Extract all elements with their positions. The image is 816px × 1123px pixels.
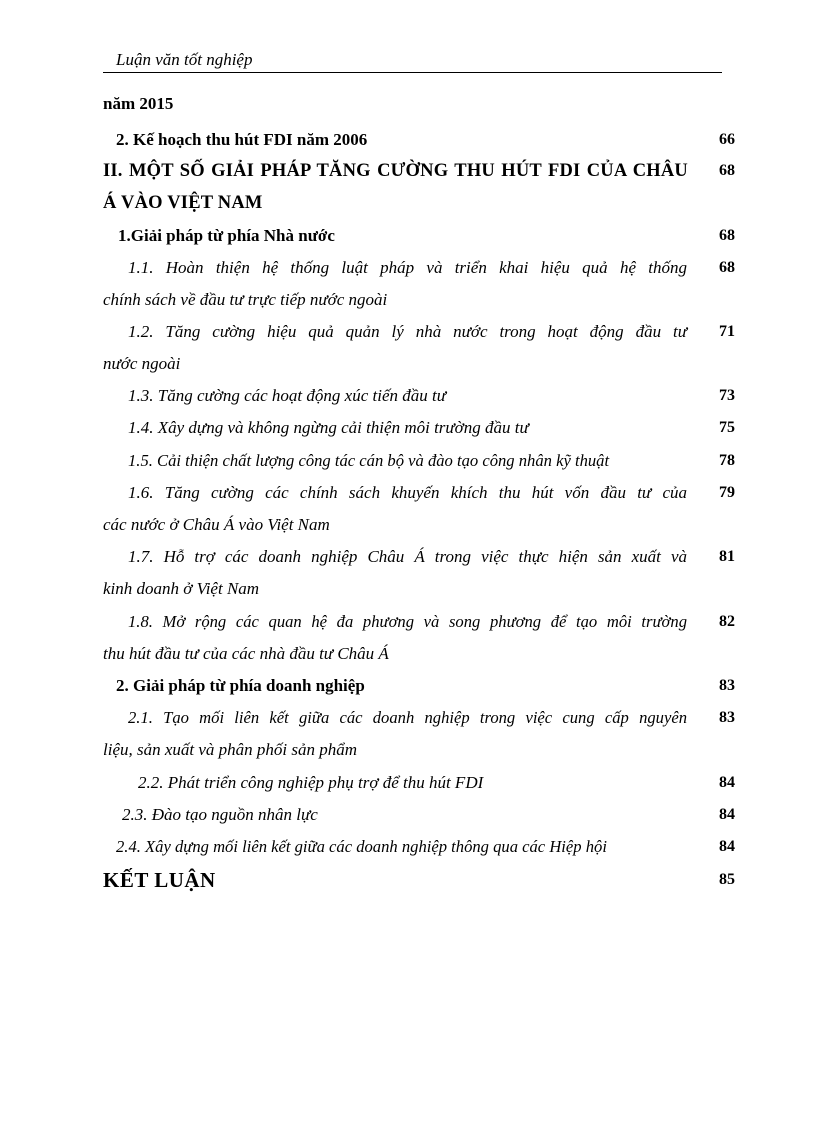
toc-subsection-title[interactable]: 2. Giải pháp từ phía doanh nghiệp bbox=[116, 676, 365, 695]
toc-page-number: 68 bbox=[719, 227, 735, 244]
toc-item-line1: 1.8. Mở rộng các quan hệ đa phương và song phương để tạo môi trường bbox=[128, 612, 687, 631]
toc-title-line1: II. MỘT SỐ GIẢI PHÁP TĂNG CƯỜNG THU HÚT FDI CỦA CHÂU bbox=[103, 161, 688, 181]
toc-section-title-cont: Á VÀO VIỆT NAM bbox=[103, 193, 263, 213]
toc-item[interactable]: 2.3. Đào tạo nguồn nhân lực bbox=[122, 805, 318, 824]
toc-page-number: 83 bbox=[719, 677, 735, 694]
toc-item-line1: 1.1. Hoàn thiện hệ thống luật pháp và triển khai hiệu quả hệ thống bbox=[128, 258, 687, 277]
toc-subsection-title[interactable]: 1.Giải pháp từ phía Nhà nước bbox=[118, 226, 335, 245]
toc-page-number: 75 bbox=[719, 419, 735, 436]
toc-item[interactable] bbox=[128, 316, 687, 348]
toc-page-number: 84 bbox=[719, 806, 735, 823]
toc-section-title[interactable] bbox=[103, 155, 688, 187]
toc-item-line1: 1.2. Tăng cường hiệu quả quản lý nhà nước trong hoạt động đầu tư bbox=[128, 322, 687, 341]
toc-item[interactable]: 2.4. Xây dựng mối liên kết giữa các doanh nghiệp thông qua các Hiệp hội bbox=[116, 837, 607, 856]
toc-item[interactable]: 1.3. Tăng cường các hoạt động xúc tiến đầu tư bbox=[128, 386, 446, 405]
toc-item-cont: nước ngoài bbox=[103, 354, 181, 373]
toc-item[interactable] bbox=[128, 477, 687, 509]
toc-page-number: 79 bbox=[719, 484, 735, 501]
toc-page-number: 78 bbox=[719, 452, 735, 469]
toc-item-line1: 1.6. Tăng cường các chính sách khuyến khích thu hút vốn đầu tư của bbox=[128, 483, 687, 502]
toc-item-cont: các nước ở Châu Á vào Việt Nam bbox=[103, 515, 330, 534]
toc-page-number: 68 bbox=[719, 259, 735, 276]
toc-item-cont: kinh doanh ở Việt Nam bbox=[103, 579, 260, 598]
toc-page-number: 84 bbox=[719, 774, 735, 791]
toc-item[interactable] bbox=[128, 702, 687, 734]
toc-page-number: 82 bbox=[719, 613, 735, 630]
toc-item[interactable] bbox=[128, 252, 687, 284]
toc-item-cont: thu hút đầu tư của các nhà đầu tư Châu Á bbox=[103, 644, 389, 663]
toc-item-cont: chính sách về đầu tư trực tiếp nước ngoài bbox=[103, 290, 388, 309]
toc-entry-title[interactable]: 2. Kế hoạch thu hút FDI năm 2006 bbox=[116, 130, 368, 149]
toc-entry-continuation: năm 2015 bbox=[103, 94, 174, 113]
toc-page-number: 81 bbox=[719, 548, 735, 565]
toc-item-line1: 2.1. Tạo mối liên kết giữa các doanh nghiệp trong việc cung cấp nguyên bbox=[128, 708, 687, 727]
toc-page-number: 85 bbox=[719, 871, 735, 888]
toc-page-number: 83 bbox=[719, 709, 735, 726]
toc-item[interactable]: 1.4. Xây dựng và không ngừng cải thiện môi trường đầu tư bbox=[128, 418, 529, 437]
toc-chapter-title[interactable]: KẾT LUẬN bbox=[103, 868, 216, 892]
toc-item[interactable] bbox=[128, 606, 687, 638]
running-header: Luận văn tốt nghiệp bbox=[116, 50, 253, 69]
toc-item[interactable] bbox=[128, 541, 687, 573]
toc-item[interactable]: 2.2. Phát triển công nghiệp phụ trợ để thu hút FDI bbox=[138, 773, 484, 792]
toc-page-number: 84 bbox=[719, 838, 735, 855]
toc-item[interactable]: 1.5. Cải thiện chất lượng công tác cán bộ và đào tạo công nhân kỹ thuật bbox=[128, 451, 610, 470]
toc-page-number: 71 bbox=[719, 323, 735, 340]
toc-page-number: 68 bbox=[719, 162, 735, 179]
toc-item-cont: liệu, sản xuất và phân phối sản phẩm bbox=[103, 740, 358, 759]
toc-item-line1: 1.7. Hỗ trợ các doanh nghiệp Châu Á trong việc thực hiện sản xuất và bbox=[128, 547, 687, 566]
toc-page-number: 66 bbox=[719, 131, 735, 148]
toc-page-number: 73 bbox=[719, 387, 735, 404]
